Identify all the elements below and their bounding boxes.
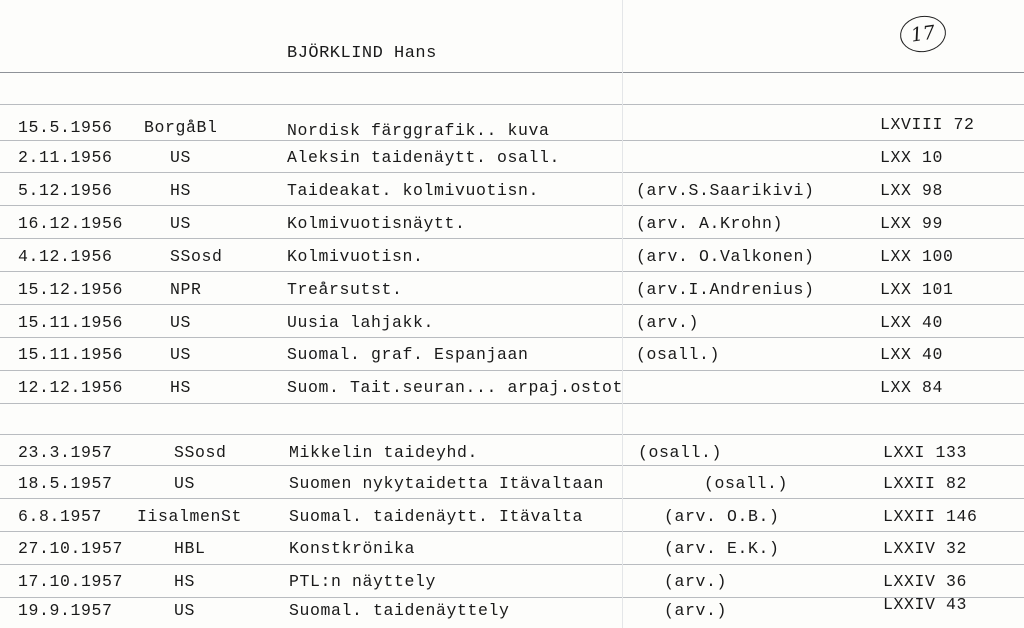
- entry-description: PTL:n näyttely: [289, 572, 437, 591]
- entry-description: Kolmivuotisnäytt.: [287, 214, 466, 233]
- entry-source: US: [170, 214, 192, 233]
- entry-reference: LXXII 82: [883, 474, 968, 493]
- header-rule: [0, 72, 1024, 73]
- card-name: BJÖRKLIND Hans: [287, 44, 437, 63]
- entry-source: HS: [170, 378, 192, 397]
- entry-description: Suomal. taidenäytt. Itävalta: [289, 507, 584, 526]
- entry-note: (arv.): [636, 313, 700, 332]
- entry-date: 27.10.1957: [18, 539, 124, 558]
- entry-date: 15.12.1956: [18, 280, 124, 299]
- entry-date: 4.12.1956: [18, 247, 113, 266]
- entry-row: [0, 115, 1024, 148]
- entry-reference: LXXIV 32: [883, 539, 968, 558]
- entry-source: US: [174, 601, 196, 620]
- entry-row: [0, 595, 1024, 628]
- entry-reference: LXXIV 43: [883, 595, 968, 614]
- entry-reference: LXX 101: [880, 280, 954, 299]
- entry-reference: LXX 98: [880, 181, 944, 200]
- entry-description: Konstkrönika: [289, 539, 416, 558]
- entry-date: 17.10.1957: [18, 572, 124, 591]
- ruled-line: [0, 104, 1024, 105]
- entry-row: [0, 345, 1024, 375]
- entry-reference: LXX 40: [880, 313, 944, 332]
- entry-note: (osall.): [636, 345, 721, 364]
- entry-description: Nordisk färggrafik.. kuva: [287, 121, 550, 140]
- entry-description: Treårsutst.: [287, 280, 403, 299]
- entry-row: [0, 214, 1024, 244]
- entry-date: 18.5.1957: [18, 474, 113, 493]
- entry-note: (arv.I.Andrenius): [636, 280, 815, 299]
- entry-source: US: [170, 148, 192, 167]
- entry-row: [0, 539, 1024, 569]
- entry-date: 6.8.1957: [18, 507, 103, 526]
- entry-row: [0, 443, 1024, 473]
- entry-date: 12.12.1956: [18, 378, 124, 397]
- entry-date: 15.11.1956: [18, 313, 124, 332]
- entry-source: SSosd: [174, 443, 227, 462]
- entry-description: Uusia lahjakk.: [287, 313, 435, 332]
- entry-row: [0, 280, 1024, 310]
- entry-note: (osall.): [638, 443, 723, 462]
- entry-date: 15.5.1956: [18, 118, 113, 137]
- entry-note: (osall.): [704, 474, 789, 493]
- entry-reference: LXVIII 72: [880, 115, 975, 134]
- entry-source: US: [170, 345, 192, 364]
- entry-date: 15.11.1956: [18, 345, 124, 364]
- entry-reference: LXX 100: [880, 247, 954, 266]
- entry-description: Taideakat. kolmivuotisn.: [287, 181, 540, 200]
- entry-description: Suomal. graf. Espanjaan: [287, 345, 529, 364]
- card-number: 17: [898, 13, 949, 55]
- entry-source: HS: [174, 572, 196, 591]
- entry-date: 23.3.1957: [18, 443, 113, 462]
- entry-date: 16.12.1956: [18, 214, 124, 233]
- entry-reference: LXXI 133: [883, 443, 968, 462]
- entry-row: [0, 378, 1024, 408]
- entry-description: Suomen nykytaidetta Itävaltaan: [289, 474, 605, 493]
- entry-date: 2.11.1956: [18, 148, 113, 167]
- entry-note: (arv. O.Valkonen): [636, 247, 815, 266]
- entry-note: (arv. A.Krohn): [636, 214, 784, 233]
- entry-source: HS: [170, 181, 192, 200]
- entry-note: (arv. E.K.): [664, 539, 780, 558]
- entry-description: Suom. Tait.seuran... arpaj.ostot: [287, 378, 624, 397]
- entry-reference: LXXII 146: [883, 507, 978, 526]
- entry-description: Kolmivuotisn.: [287, 247, 424, 266]
- entry-description: Mikkelin taideyhd.: [289, 443, 479, 462]
- entry-source: US: [170, 313, 192, 332]
- ruled-line: [0, 434, 1024, 435]
- entry-reference: LXX 99: [880, 214, 944, 233]
- entry-row: [0, 181, 1024, 211]
- entry-reference: LXX 40: [880, 345, 944, 364]
- entry-description: Suomal. taidenäyttely: [289, 601, 510, 620]
- entry-note: (arv. O.B.): [664, 507, 780, 526]
- entry-source: US: [174, 474, 196, 493]
- entry-row: [0, 313, 1024, 343]
- entry-reference: LXX 10: [880, 148, 944, 167]
- entry-source: NPR: [170, 280, 202, 299]
- entry-row: [0, 148, 1024, 178]
- entry-row: [0, 474, 1024, 504]
- entry-note: (arv.S.Saarikivi): [636, 181, 815, 200]
- entry-description: Aleksin taidenäytt. osall.: [287, 148, 561, 167]
- entry-row: [0, 572, 1024, 602]
- entry-date: 5.12.1956: [18, 181, 113, 200]
- entry-source: HBL: [174, 539, 206, 558]
- entry-source: BorgåBl: [144, 118, 218, 137]
- entry-note: (arv.): [664, 572, 728, 591]
- entry-source: IisalmenSt: [137, 507, 243, 526]
- entry-reference: LXXIV 36: [883, 572, 968, 591]
- entry-row: [0, 507, 1024, 537]
- entry-reference: LXX 84: [880, 378, 944, 397]
- entry-date: 19.9.1957: [18, 601, 113, 620]
- entry-row: [0, 247, 1024, 277]
- entry-source: SSosd: [170, 247, 223, 266]
- entry-note: (arv.): [664, 601, 728, 620]
